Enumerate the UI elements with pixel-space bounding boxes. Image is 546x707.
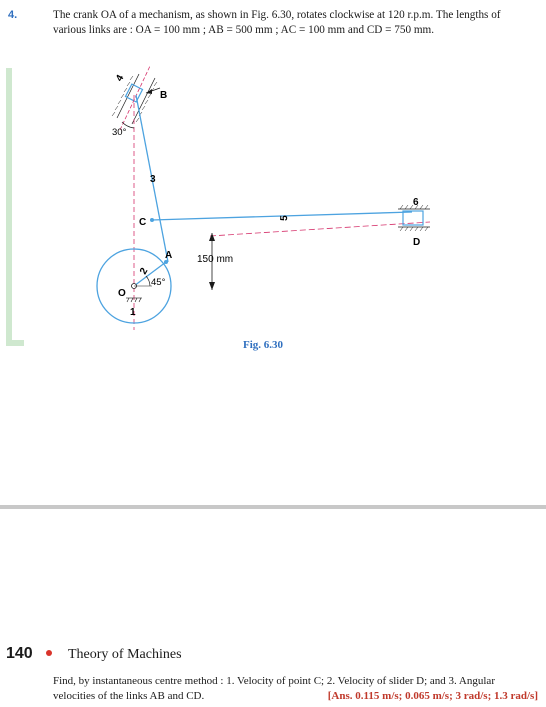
question-number: 4. bbox=[8, 9, 18, 21]
label-d: D bbox=[413, 237, 421, 248]
label-link4: 4 bbox=[114, 73, 127, 84]
label-angle45: 45° bbox=[151, 277, 166, 288]
label-c: C bbox=[139, 217, 147, 228]
page-divider bbox=[0, 505, 546, 509]
label-link6: 6 bbox=[413, 197, 419, 208]
label-o: O bbox=[118, 288, 126, 299]
find-text bbox=[53, 674, 538, 703]
figure-caption: Fig. 6.30 bbox=[243, 339, 284, 351]
label-link1: 1 bbox=[130, 307, 136, 318]
label-b: B bbox=[160, 90, 168, 101]
label-a: A bbox=[165, 250, 173, 261]
answer: [Ans. 0.115 m/s; 0.065 m/s; 3 rad/s; 1.3 rad/s] bbox=[327, 689, 538, 702]
label-link2: 2 bbox=[138, 266, 151, 277]
find-line-1: Find, by instantaneous centre method : 1. Velocity of point C; 2. Velocity of slider D; and 3. Angular bbox=[53, 675, 495, 687]
bullet-dot bbox=[46, 650, 52, 656]
label-link3: 3 bbox=[150, 174, 156, 185]
question-line-2: various links are : OA = 100 mm ; AB = 500 mm ; AC = 100 mm and CD = 750 mm. bbox=[53, 24, 435, 36]
book-title: Theory of Machines bbox=[68, 647, 182, 662]
find-line-2: velocities of the links AB and CD. bbox=[53, 689, 205, 702]
label-angle30: 30° bbox=[112, 127, 127, 138]
slider-centerline bbox=[210, 222, 430, 236]
label-link5: 5 bbox=[279, 215, 291, 222]
page-number: 140 bbox=[6, 645, 33, 662]
question-line-1: The crank OA of a mechanism, as shown in Fig. 6.30, rotates clockwise at 120 r.p.m. The lengths of bbox=[53, 9, 501, 21]
label-dim150: 150 mm bbox=[197, 254, 234, 265]
